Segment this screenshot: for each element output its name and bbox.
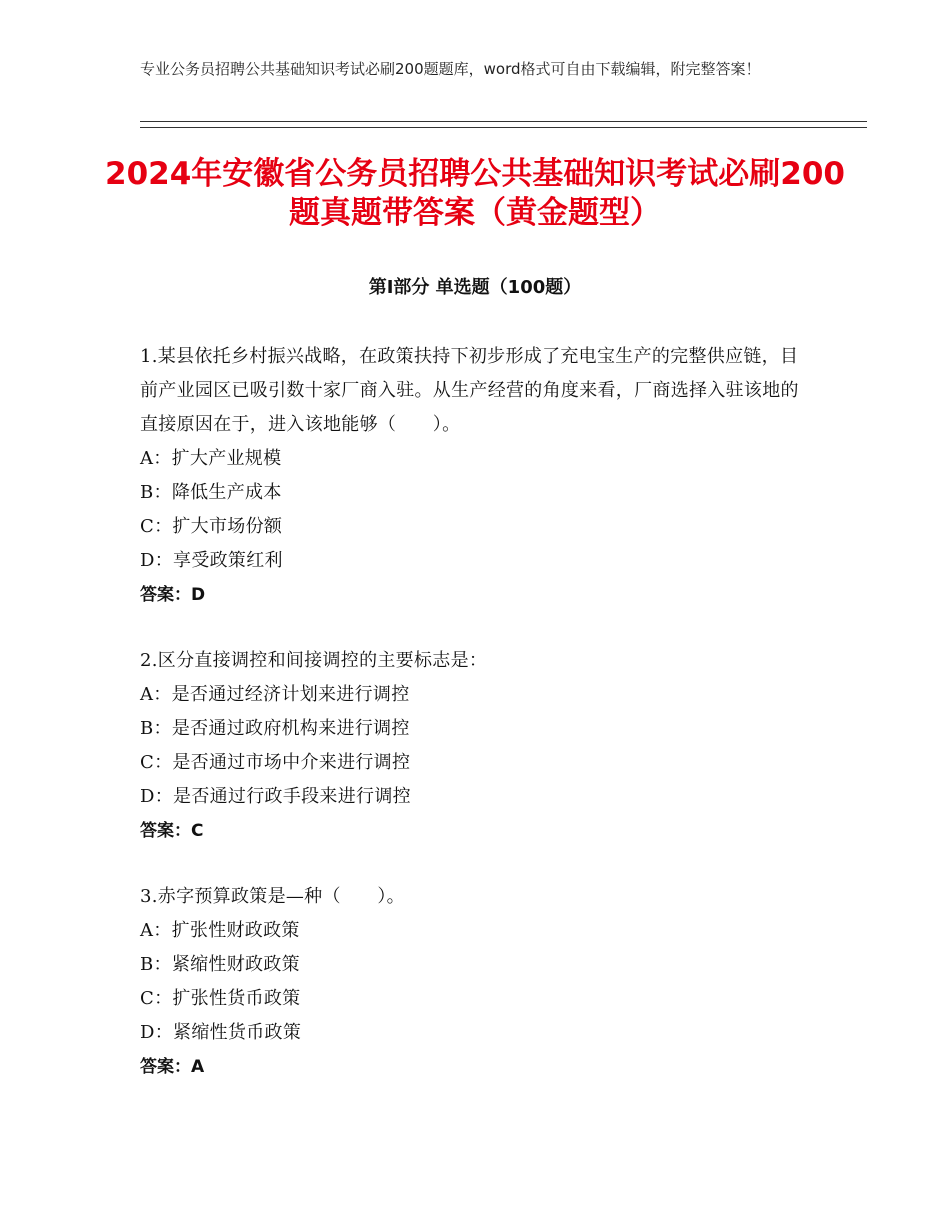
option-d: D：是否通过行政手段来进行调控 — [140, 786, 411, 807]
answer-label: 答案：A — [140, 1057, 205, 1077]
document-title: 2024年安徽省公务员招聘公共基础知识考试必刷200题真题带答案（黄金题型） — [105, 156, 845, 231]
option-c: C：扩张性货币政策 — [140, 988, 301, 1009]
option-b: B：降低生产成本 — [140, 482, 282, 503]
option-b: B：紧缩性财政政策 — [140, 954, 300, 975]
header-divider — [140, 121, 867, 128]
answer-label: 答案：C — [140, 821, 204, 841]
option-d: D：享受政策红利 — [140, 550, 283, 571]
option-d: D：紧缩性货币政策 — [140, 1022, 302, 1043]
option-a: A：扩张性财政政策 — [140, 920, 300, 941]
question-3 — [140, 880, 805, 1084]
question-stem: 3.赤字预算政策是—种（ ）。 — [140, 886, 405, 907]
option-a: A：是否通过经济计划来进行调控 — [140, 684, 410, 705]
option-a: A：扩大产业规模 — [140, 448, 282, 469]
option-c: C：扩大市场份额 — [140, 516, 283, 537]
header-note: 专业公务员招聘公共基础知识考试必刷200题题库，word格式可自由下载编辑，附完整答案！ — [140, 60, 761, 78]
option-b: B：是否通过政府机构来进行调控 — [140, 718, 410, 739]
option-c: C：是否通过市场中介来进行调控 — [140, 752, 411, 773]
section-heading: 第Ⅰ部分 单选题（100题） — [368, 277, 582, 298]
question-2 — [140, 644, 805, 848]
question-stem: 1.某县依托乡村振兴战略，在政策扶持下初步形成了充电宝生产的完整供应链，目前产业园区已吸引数十家厂商入驻。从生产经营的角度来看，厂商选择入驻该地的直接原因在于，进入该地能够（ ）。 — [140, 346, 799, 435]
answer-label: 答案：D — [140, 585, 206, 605]
question-1 — [140, 340, 805, 612]
question-stem: 2.区分直接调控和间接调控的主要标志是： — [140, 650, 488, 671]
question-list — [140, 340, 805, 1116]
